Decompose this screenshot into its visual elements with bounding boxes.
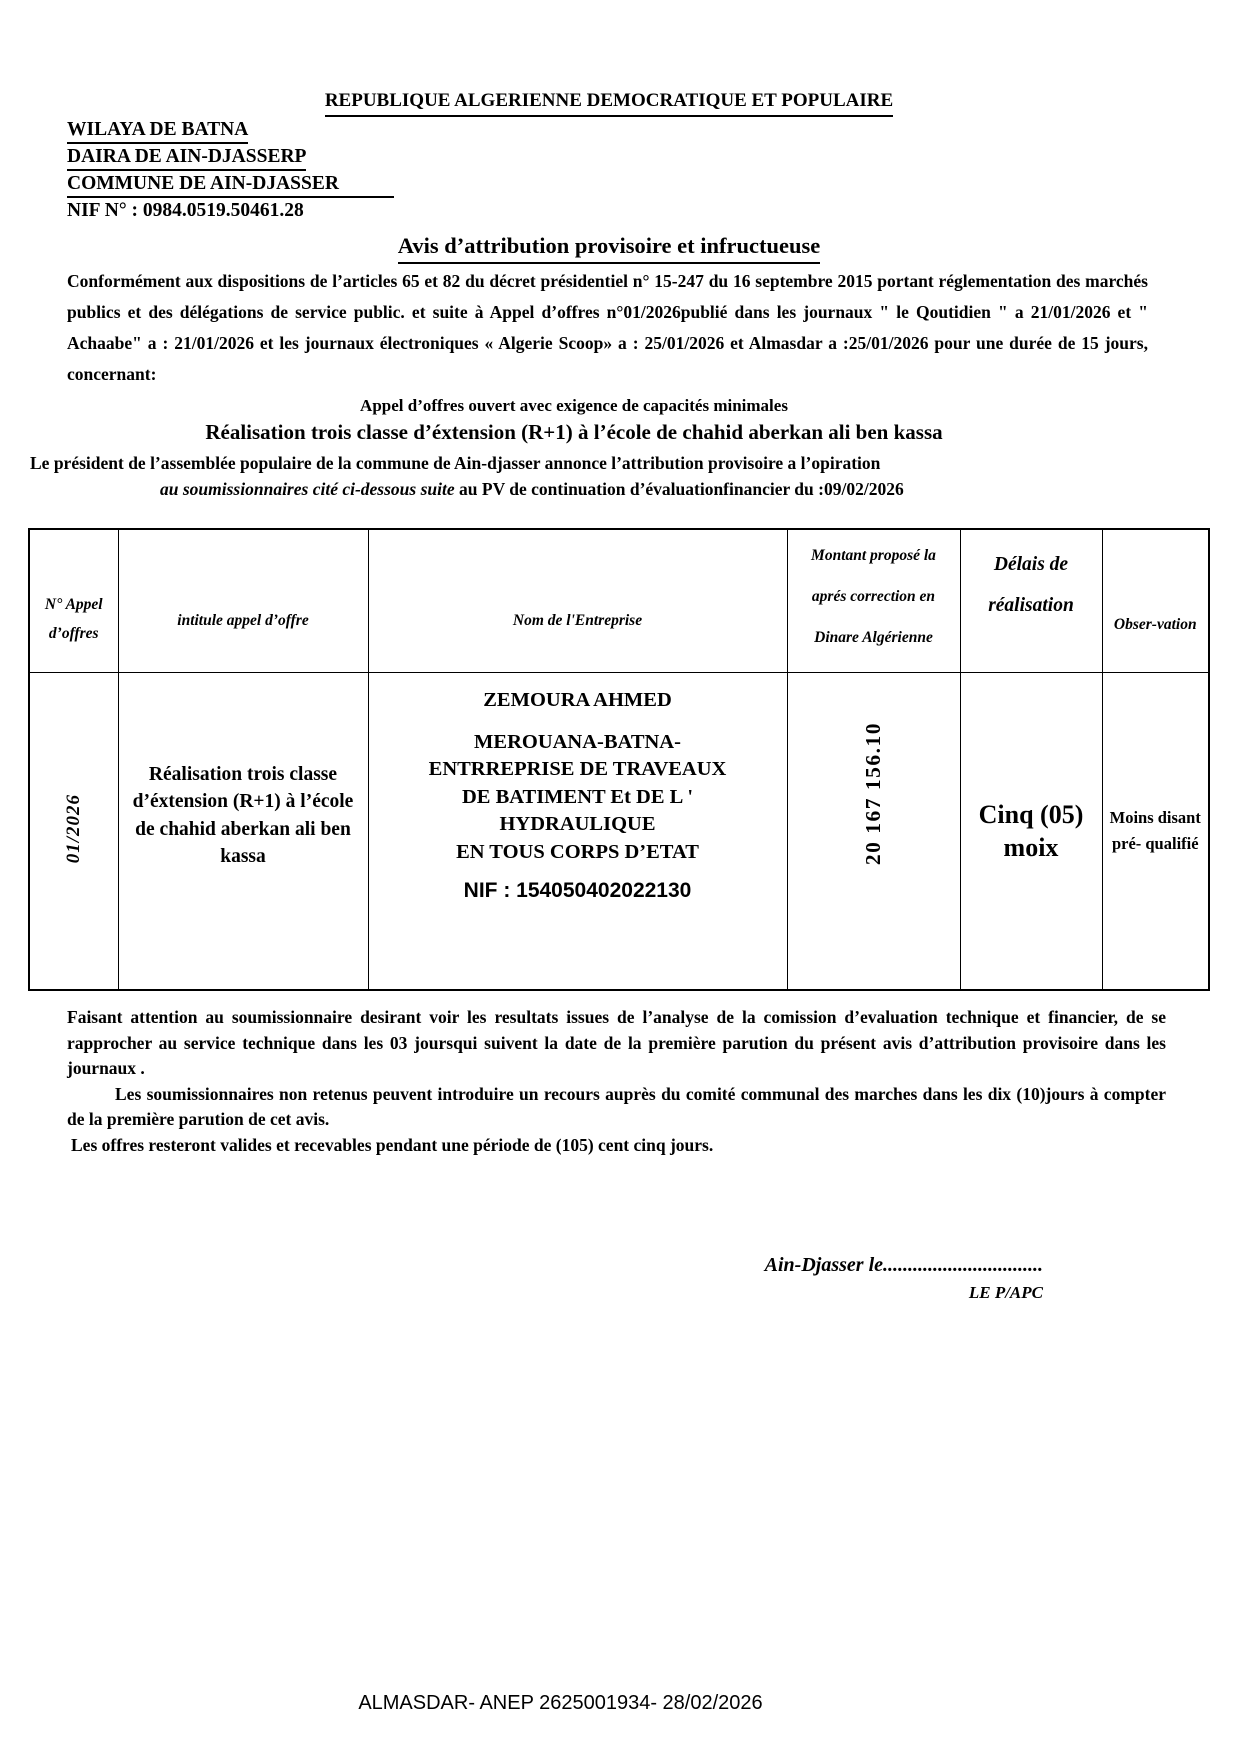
col-header-entreprise: Nom de l'Entreprise [368,529,787,672]
cell-entreprise [368,672,787,990]
table-header-row [29,529,1209,672]
entreprise-name: ZEMOURA AHMED [483,688,672,711]
cell-delais: Cinq (05) moix [960,672,1102,990]
entreprise-line: DE BATIMENT Et DE L ' [461,785,694,808]
document-title-text: Avis d’attribution provisoire et infructueuse [398,231,821,264]
subtitle-capacites: Appel d’offres ouvert avec exigence de capacités minimales [360,396,788,415]
col-header-delais: Délais de réalisation [960,529,1102,672]
commune-line: COMMUNE DE AIN-DJASSER [67,171,1241,198]
entreprise-line: EN TOUS CORPS D’ETAT [456,840,699,863]
anep-footer: ALMASDAR- ANEP 2625001934- 28/02/2026 [358,1692,763,1714]
col-header-intitule: intitule appel d’offre [118,529,368,672]
nif-line: NIF N° : 0984.0519.50461.28 [67,200,304,221]
note-paragraph-3: Les offres resteront valides et recevables pendant une période de (105) cent cinq jours. [71,1134,714,1155]
republic-title-text: REPUBLIQUE ALGERIENNE DEMOCRATIQUE ET POPULAIRE [325,88,893,117]
pv-line [160,476,1241,502]
signature-block [765,1252,1043,1304]
signature-place-date: Ain-Djasser le................................ [764,1254,1043,1276]
wilaya-line: WILAYA DE BATNA [67,117,1241,144]
cell-intitule: Réalisation trois classe d’éxtension (R+1) à l’école de chahid aberkan ali ben kassa [118,672,368,990]
document-header [0,0,1241,502]
signature-role: LE P/APC [968,1283,1043,1302]
document-title [67,231,1151,264]
note-paragraph-2: Les soumissionnaires non retenus peuvent introduire un recours auprès du comité communal des marches dans les dix (10)jours à compter de la première parution de cet avis. [67,1083,1166,1129]
administrative-lines [67,117,1241,223]
intro-paragraph: Conformément aux dispositions de l’articles 65 et 82 du décret présidentiel n° 15-247 du 16 septembre 2015 portant réglementation des marchés publics et des délégations de service public. et suite à Appel d’offres n°01/2026publié dans les journaux " le Qoutidien " a 21/01/2026 et " Achaabe" a : 21/01/2026 et les journaux électroniques « Algerie Scoop» a : 25/01/2026 et Almasdar a :25/01/2026 pour une durée de 15 jours, concernant: [67,271,1148,384]
pv-line-italic: au soumissionnaires cité ci-dessous suite [160,479,455,499]
entreprise-line: ENTRREPRISE DE TRAVEAUX [428,758,727,780]
col-header-appel-no: N° Appel d’offres [29,529,118,672]
cell-montant [787,672,960,990]
daira-line: DAIRA DE AIN-DJASSERP [67,144,1241,171]
entreprise-line: MEROUANA-BATNA- [474,730,681,753]
republic-title [67,88,1151,117]
cell-appel-no [29,672,118,990]
president-line: Le président de l’assemblée populaire de la commune de Ain-djasser annonce l’attribution provisoire a l’opiration [30,453,881,473]
notes-section [67,1005,1166,1158]
table-row [29,672,1209,990]
subtitle-realisation: Réalisation trois classe d’éxtension (R+1) à l’école de chahid aberkan ali ben kassa [205,420,943,444]
entreprise-nif: NIF : 154050402022130 [463,879,692,902]
appel-no-rotated-text: 01/2026 [62,793,84,863]
col-header-observation: Obser-vation [1102,529,1209,672]
note-paragraph-1: Faisant attention au soumissionnaire desirant voir les resultats issues de l’analyse de la comission d’evaluation technique et financier, de se rapprocher au service technique dans les 03 joursqui suivent la date de la première parution du présent avis d’attribution provisoire dans les journaux . [67,1007,1166,1078]
col-header-montant: Montant proposé la aprés correction en Dinare Algérienne [787,529,960,672]
montant-rotated-text: 20 167 156.10 [861,721,885,865]
award-table [28,528,1210,991]
entreprise-description [369,729,787,867]
pv-line-rest: au PV de continuation d’évaluationfinancier du :09/02/2026 [454,479,904,499]
cell-observation: Moins disant pré- qualifié [1102,672,1209,990]
entreprise-line: HYDRAULIQUE [499,813,656,835]
